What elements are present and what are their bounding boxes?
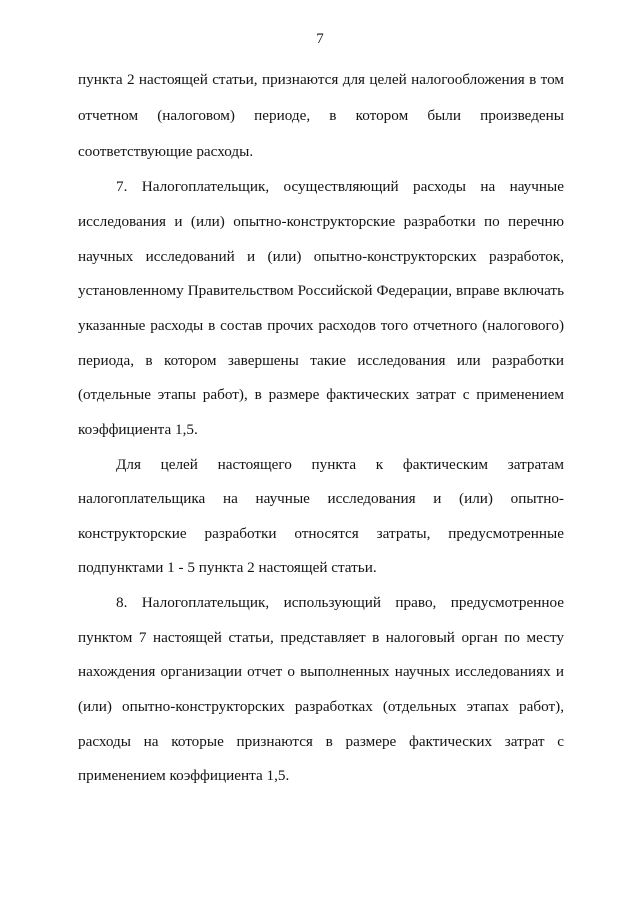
page-number: 7 — [316, 31, 324, 47]
text-line: пункта 2 настоящей статьи, признаются для целей налогообложения в том — [78, 71, 564, 88]
text-line: (или) опытно-конструкторских разработках (отдельных этапах работ), — [78, 698, 564, 715]
text-line: указанные расходы в состав прочих расходов того отчетного (налогового) — [78, 317, 564, 334]
text-line: отчетном (налоговом) периоде, в котором были произведены — [78, 107, 564, 124]
text-line: Для целей настоящего пункта к фактическим затратам — [116, 456, 564, 473]
text-line: расходы на которые признаются в размере фактических затрат с — [78, 733, 564, 750]
text-line: нахождения организации отчет о выполненных научных исследованиях и — [78, 663, 564, 680]
text-line: подпунктами 1 - 5 пункта 2 настоящей статьи. — [78, 559, 377, 576]
text-line: периода, в котором завершены такие исследования или разработки — [78, 352, 564, 369]
text-line: научных исследований и (или) опытно-конструкторских разработок, — [78, 248, 564, 265]
text-line: (отдельные этапы работ), в размере фактических затрат с применением — [78, 386, 564, 403]
text-line: 7. Налогоплательщик, осуществляющий расходы на научные — [116, 178, 564, 195]
text-line: применением коэффициента 1,5. — [78, 767, 290, 784]
text-line: конструкторские разработки относятся затраты, предусмотренные — [78, 525, 564, 542]
text-line: 8. Налогоплательщик, использующий право, предусмотренное — [116, 594, 564, 611]
text-line: соответствующие расходы. — [78, 143, 254, 160]
text-line: исследования и (или) опытно-конструкторские разработки по перечню — [78, 213, 564, 230]
text-line: пунктом 7 настоящей статьи, представляет в налоговый орган по месту — [78, 629, 564, 646]
text-line: налогоплательщика на научные исследования и (или) опытно- — [78, 490, 564, 507]
text-line: установленному Правительством Российской Федерации, вправе включать — [78, 282, 564, 299]
text-line: коэффициента 1,5. — [78, 421, 198, 438]
